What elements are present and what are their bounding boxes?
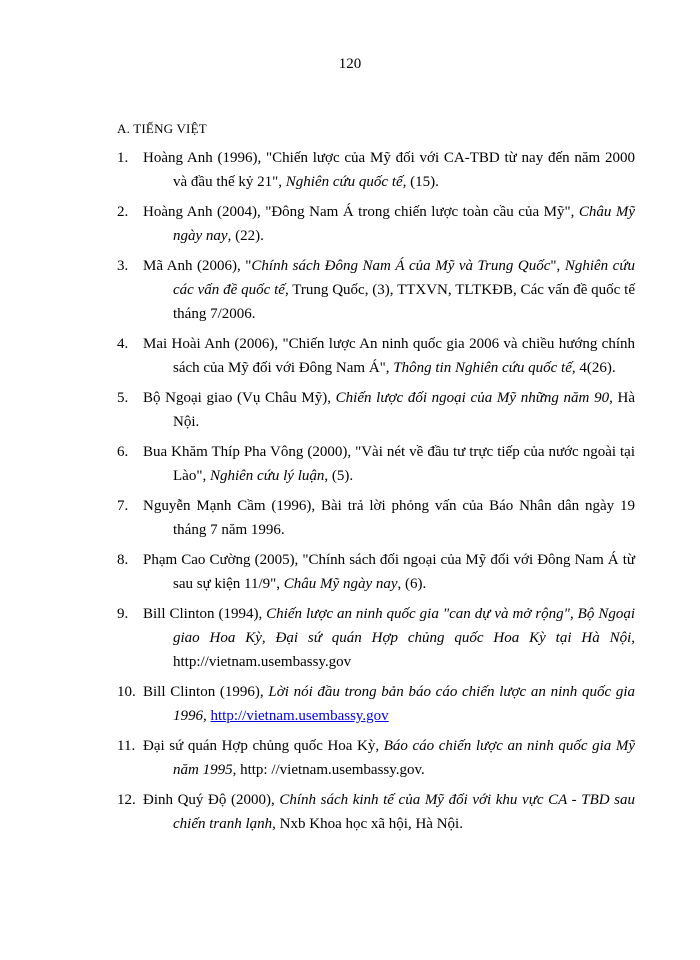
reference-title-italic: Lời nói đầu trong bản báo cáo chiến lược an ninh quốc gia 1996, (173, 684, 635, 724)
reference-text: Bill Clinton (1994), (143, 606, 267, 622)
reference-item (117, 788, 635, 836)
reference-item (117, 146, 635, 194)
reference-title-italic: Chính sách kinh tế của Mỹ đối với khu vực CA - TBD sau chiến tranh lạnh, (173, 792, 636, 832)
reference-item (117, 254, 635, 326)
reference-text: Phạm Cao Cường (2005), "Chính sách đối ngoại của Mỹ đối với Đông Nam Á từ sau sự kiện 11/9", (143, 552, 635, 592)
reference-number: 8. (117, 552, 129, 568)
reference-list (117, 146, 635, 842)
reference-item (117, 440, 635, 488)
reference-text: Đinh Quý Độ (2000), (143, 792, 280, 808)
reference-number: 5. (117, 390, 129, 406)
reference-text: ", (550, 258, 565, 274)
reference-text: Bill Clinton (1996), (143, 684, 269, 700)
reference-item (117, 734, 635, 782)
reference-title-italic: Châu Mỹ ngày nay (283, 576, 398, 592)
reference-item (117, 200, 635, 248)
reference-text: Nxb Khoa học xã hội, Hà Nội. (275, 816, 463, 832)
reference-text: , Hà Nội. (173, 390, 635, 430)
reference-text: Mã Anh (2006), " (143, 258, 252, 274)
reference-item (117, 548, 635, 596)
reference-title-italic: Thông tin Nghiên cứu quốc tế (393, 360, 572, 376)
reference-text: (15). (406, 174, 439, 190)
reference-text: , http: //vietnam.usembassy.gov. (232, 762, 425, 778)
reference-number: 4. (117, 336, 129, 352)
reference-item (117, 332, 635, 380)
reference-number: 7. (117, 498, 129, 514)
reference-text: Mai Hoài Anh (2006), "Chiến lược An ninh quốc gia 2006 và chiều hướng chính sách của Mỹ đối với Đông Nam Á", (143, 336, 635, 376)
reference-number: 11. (117, 738, 136, 754)
reference-number: 1. (117, 150, 129, 166)
reference-title-italic: Nghiên cứu lý luận (209, 468, 325, 484)
reference-title-italic: Chiến lược an ninh quốc gia "can dự và mở rộng", Bộ Ngoại giao Hoa Kỳ, Đại sứ quán Hợp chủng quốc Hoa Kỳ tại Hà Nội (173, 606, 635, 646)
reference-text: , (5). (324, 468, 354, 484)
reference-text: Đại sứ quán Hợp chủng quốc Hoa Kỳ, (143, 738, 384, 754)
reference-text: , Trung Quốc, (3), TTXVN, TLTKĐB, Các vấn đề quốc tế tháng 7/2006. (173, 282, 635, 322)
reference-text: , (6). (397, 576, 427, 592)
reference-text: Nguyễn Mạnh Cầm (1996), Bài trả lời phỏng vấn của Báo Nhân dân ngày 19 tháng 7 năm 1996. (143, 498, 635, 538)
reference-title-italic: Châu Mỹ ngày nay (173, 204, 635, 244)
reference-number: 6. (117, 444, 129, 460)
reference-text: , http://vietnam.usembassy.gov (173, 630, 635, 670)
reference-item (117, 680, 635, 728)
section-heading: A. TIẾNG VIỆT (117, 121, 207, 136)
reference-text: Hoàng Anh (1996), "Chiến lược của Mỹ đối với CA-TBD từ nay đến năm 2000 và đầu thế kỷ 21", (143, 150, 635, 190)
reference-title-italic: Nghiên cứu quốc tế, (285, 174, 407, 190)
reference-text: Bộ Ngoại giao (Vụ Châu Mỹ), (143, 390, 336, 406)
reference-number: 9. (117, 606, 129, 622)
reference-title-italic: Chính sách Đông Nam Á của Mỹ và Trung Quốc (251, 258, 551, 274)
reference-text: Hoàng Anh (2004), "Đông Nam Á trong chiến lược toàn cầu của Mỹ", (143, 204, 579, 220)
reference-title-italic: Nghiên cứu các vấn đề quốc tế (173, 258, 636, 298)
reference-title-italic: Chiến lược đối ngoại của Mỹ những năm 90 (335, 390, 610, 406)
reference-title-italic: Báo cáo chiến lược an ninh quốc gia Mỹ năm 1995 (173, 738, 635, 778)
reference-link[interactable]: http://vietnam.usembassy.gov (210, 708, 389, 724)
reference-text: , (22). (227, 228, 264, 244)
reference-item (117, 494, 635, 542)
reference-text: Bua Khăm Thíp Pha Vông (2000), "Vài nét về đầu tư trực tiếp của nước ngoài tại Lào", (143, 444, 635, 484)
page-number: 120 (338, 56, 362, 72)
reference-item (117, 602, 635, 674)
reference-number: 3. (117, 258, 129, 274)
reference-number: 12. (117, 792, 136, 808)
reference-item (117, 386, 635, 434)
reference-number: 2. (117, 204, 129, 220)
reference-text: , 4(26). (571, 360, 616, 376)
reference-number: 10. (117, 684, 136, 700)
